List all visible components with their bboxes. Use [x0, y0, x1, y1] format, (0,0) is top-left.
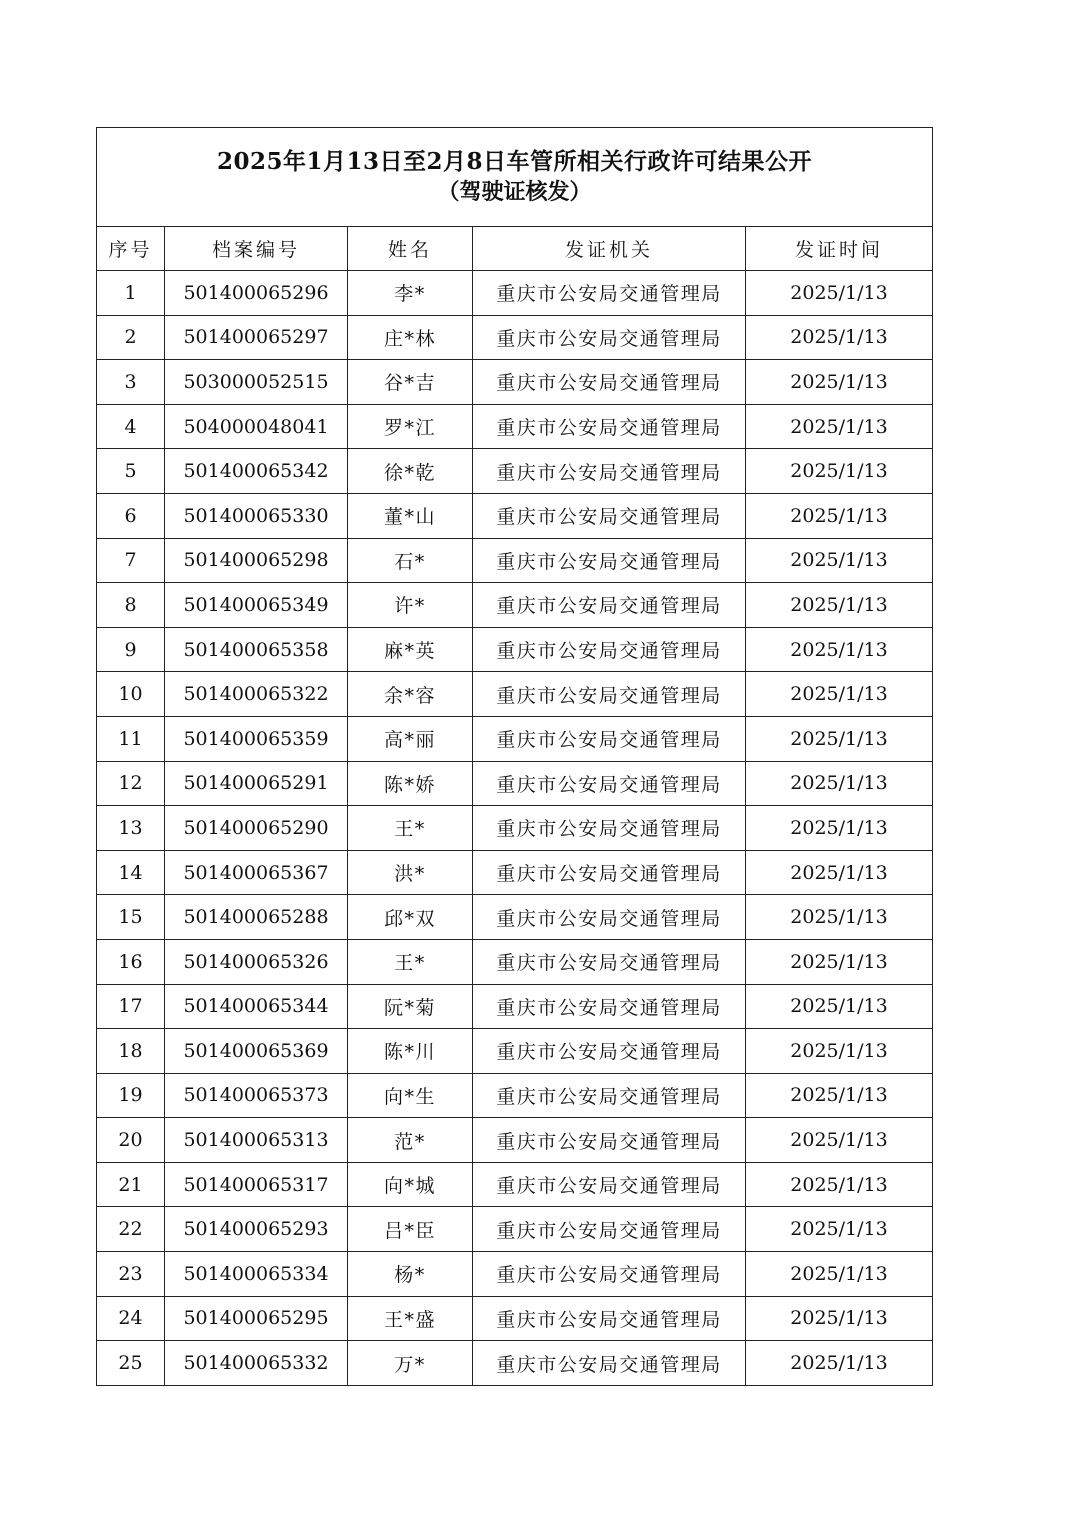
cell-index: 15: [97, 895, 165, 940]
cell-office: 重庆市公安局交通管理局: [473, 939, 746, 984]
cell-date: 2025/1/13: [746, 1162, 933, 1207]
cell-office: 重庆市公安局交通管理局: [473, 1073, 746, 1118]
cell-file-number: 501400065291: [165, 761, 348, 806]
cell-date: 2025/1/13: [746, 761, 933, 806]
table-row: [97, 360, 933, 405]
cell-office: 重庆市公安局交通管理局: [473, 1207, 746, 1252]
cell-office: 重庆市公安局交通管理局: [473, 1118, 746, 1163]
table-row: [97, 271, 933, 316]
cell-name: 陈*川: [348, 1029, 473, 1074]
cell-index: 1: [97, 271, 165, 316]
table-row: [97, 449, 933, 494]
cell-date: 2025/1/13: [746, 1073, 933, 1118]
table-row: [97, 627, 933, 672]
cell-file-number: 501400065367: [165, 850, 348, 895]
table-row: [97, 1252, 933, 1297]
cell-index: 24: [97, 1296, 165, 1341]
cell-index: 14: [97, 850, 165, 895]
cell-date: 2025/1/13: [746, 984, 933, 1029]
cell-file-number: 501400065369: [165, 1029, 348, 1074]
cell-name: 董*山: [348, 493, 473, 538]
cell-date: 2025/1/13: [746, 1118, 933, 1163]
cell-index: 22: [97, 1207, 165, 1252]
cell-file-number: 501400065359: [165, 716, 348, 761]
column-header-file-number: 档案编号: [165, 227, 348, 271]
cell-name: 王*: [348, 806, 473, 851]
cell-index: 21: [97, 1162, 165, 1207]
table-row: [97, 1162, 933, 1207]
cell-name: 吕*臣: [348, 1207, 473, 1252]
cell-office: 重庆市公安局交通管理局: [473, 538, 746, 583]
cell-name: 高*丽: [348, 716, 473, 761]
cell-file-number: 501400065358: [165, 627, 348, 672]
cell-index: 19: [97, 1073, 165, 1118]
cell-file-number: 501400065349: [165, 583, 348, 628]
cell-office: 重庆市公安局交通管理局: [473, 672, 746, 717]
cell-file-number: 501400065342: [165, 449, 348, 494]
cell-index: 4: [97, 404, 165, 449]
document-title: 2025年1月13日至2月8日车管所相关行政许可结果公开: [216, 148, 813, 175]
cell-name: 李*: [348, 271, 473, 316]
cell-index: 20: [97, 1118, 165, 1163]
column-header-name: 姓名: [348, 227, 473, 271]
cell-name: 王*: [348, 939, 473, 984]
cell-index: 3: [97, 360, 165, 405]
cell-index: 17: [97, 984, 165, 1029]
cell-office: 重庆市公安局交通管理局: [473, 449, 746, 494]
cell-office: 重庆市公安局交通管理局: [473, 1296, 746, 1341]
permit-results-table: [96, 127, 933, 1386]
cell-index: 12: [97, 761, 165, 806]
cell-name: 万*: [348, 1341, 473, 1386]
cell-date: 2025/1/13: [746, 1252, 933, 1297]
cell-name: 徐*乾: [348, 449, 473, 494]
cell-name: 洪*: [348, 850, 473, 895]
cell-index: 10: [97, 672, 165, 717]
cell-name: 王*盛: [348, 1296, 473, 1341]
cell-file-number: 501400065296: [165, 271, 348, 316]
cell-office: 重庆市公安局交通管理局: [473, 716, 746, 761]
cell-name: 向*生: [348, 1073, 473, 1118]
cell-file-number: 501400065313: [165, 1118, 348, 1163]
cell-date: 2025/1/13: [746, 404, 933, 449]
cell-date: 2025/1/13: [746, 449, 933, 494]
cell-date: 2025/1/13: [746, 895, 933, 940]
cell-name: 杨*: [348, 1252, 473, 1297]
cell-index: 6: [97, 493, 165, 538]
cell-file-number: 501400065295: [165, 1296, 348, 1341]
table-body: [97, 271, 933, 1386]
cell-file-number: 501400065373: [165, 1073, 348, 1118]
table-row: [97, 716, 933, 761]
cell-office: 重庆市公安局交通管理局: [473, 583, 746, 628]
table-title-cell: [97, 128, 933, 227]
cell-date: 2025/1/13: [746, 850, 933, 895]
cell-office: 重庆市公安局交通管理局: [473, 1162, 746, 1207]
cell-index: 5: [97, 449, 165, 494]
cell-index: 8: [97, 583, 165, 628]
cell-index: 16: [97, 939, 165, 984]
cell-date: 2025/1/13: [746, 627, 933, 672]
cell-date: 2025/1/13: [746, 939, 933, 984]
table-row: [97, 1207, 933, 1252]
cell-date: 2025/1/13: [746, 1296, 933, 1341]
table-row: [97, 315, 933, 360]
cell-name: 向*城: [348, 1162, 473, 1207]
table-row: [97, 404, 933, 449]
cell-date: 2025/1/13: [746, 1207, 933, 1252]
cell-file-number: 501400065297: [165, 315, 348, 360]
column-header-index: 序号: [97, 227, 165, 271]
cell-file-number: 501400065344: [165, 984, 348, 1029]
cell-office: 重庆市公安局交通管理局: [473, 360, 746, 405]
cell-office: 重庆市公安局交通管理局: [473, 761, 746, 806]
cell-index: 25: [97, 1341, 165, 1386]
cell-date: 2025/1/13: [746, 538, 933, 583]
cell-index: 18: [97, 1029, 165, 1074]
cell-file-number: 501400065332: [165, 1341, 348, 1386]
cell-office: 重庆市公安局交通管理局: [473, 493, 746, 538]
table-row: [97, 761, 933, 806]
cell-index: 9: [97, 627, 165, 672]
cell-office: 重庆市公安局交通管理局: [473, 271, 746, 316]
cell-file-number: 501400065326: [165, 939, 348, 984]
column-header-issue-date: 发证时间: [746, 227, 933, 271]
cell-office: 重庆市公安局交通管理局: [473, 1341, 746, 1386]
table-row: [97, 850, 933, 895]
document-subtitle: （驾驶证核发）: [437, 179, 592, 205]
cell-office: 重庆市公安局交通管理局: [473, 1252, 746, 1297]
cell-name: 石*: [348, 538, 473, 583]
cell-date: 2025/1/13: [746, 315, 933, 360]
cell-date: 2025/1/13: [746, 493, 933, 538]
cell-name: 谷*吉: [348, 360, 473, 405]
cell-file-number: 501400065317: [165, 1162, 348, 1207]
column-header-row: [97, 227, 933, 271]
table-row: [97, 1118, 933, 1163]
table-row: [97, 895, 933, 940]
cell-office: 重庆市公安局交通管理局: [473, 984, 746, 1029]
cell-index: 2: [97, 315, 165, 360]
table-row: [97, 672, 933, 717]
cell-file-number: 501400065298: [165, 538, 348, 583]
cell-file-number: 501400065330: [165, 493, 348, 538]
cell-office: 重庆市公安局交通管理局: [473, 895, 746, 940]
cell-office: 重庆市公安局交通管理局: [473, 627, 746, 672]
cell-index: 11: [97, 716, 165, 761]
table-row: [97, 1029, 933, 1074]
table-row: [97, 538, 933, 583]
cell-date: 2025/1/13: [746, 271, 933, 316]
cell-file-number: 501400065334: [165, 1252, 348, 1297]
cell-file-number: 504000048041: [165, 404, 348, 449]
cell-date: 2025/1/13: [746, 716, 933, 761]
cell-file-number: 501400065322: [165, 672, 348, 717]
cell-name: 罗*江: [348, 404, 473, 449]
table-row: [97, 806, 933, 851]
cell-office: 重庆市公安局交通管理局: [473, 806, 746, 851]
table-row: [97, 1073, 933, 1118]
cell-name: 麻*英: [348, 627, 473, 672]
cell-name: 阮*菊: [348, 984, 473, 1029]
cell-index: 23: [97, 1252, 165, 1297]
cell-date: 2025/1/13: [746, 360, 933, 405]
cell-office: 重庆市公安局交通管理局: [473, 850, 746, 895]
cell-date: 2025/1/13: [746, 583, 933, 628]
table-row: [97, 583, 933, 628]
cell-office: 重庆市公安局交通管理局: [473, 315, 746, 360]
cell-date: 2025/1/13: [746, 1029, 933, 1074]
cell-index: 7: [97, 538, 165, 583]
cell-office: 重庆市公安局交通管理局: [473, 404, 746, 449]
cell-name: 范*: [348, 1118, 473, 1163]
column-header-issuing-authority: 发证机关: [473, 227, 746, 271]
cell-date: 2025/1/13: [746, 672, 933, 717]
cell-date: 2025/1/13: [746, 806, 933, 851]
cell-date: 2025/1/13: [746, 1341, 933, 1386]
cell-name: 邱*双: [348, 895, 473, 940]
table-row: [97, 1341, 933, 1386]
table-row: [97, 939, 933, 984]
cell-name: 余*容: [348, 672, 473, 717]
cell-file-number: 501400065290: [165, 806, 348, 851]
cell-office: 重庆市公安局交通管理局: [473, 1029, 746, 1074]
cell-file-number: 501400065293: [165, 1207, 348, 1252]
cell-name: 许*: [348, 583, 473, 628]
cell-name: 陈*娇: [348, 761, 473, 806]
cell-file-number: 503000052515: [165, 360, 348, 405]
table-row: [97, 493, 933, 538]
cell-index: 13: [97, 806, 165, 851]
table-row: [97, 984, 933, 1029]
table-row: [97, 1296, 933, 1341]
cell-file-number: 501400065288: [165, 895, 348, 940]
cell-name: 庄*林: [348, 315, 473, 360]
